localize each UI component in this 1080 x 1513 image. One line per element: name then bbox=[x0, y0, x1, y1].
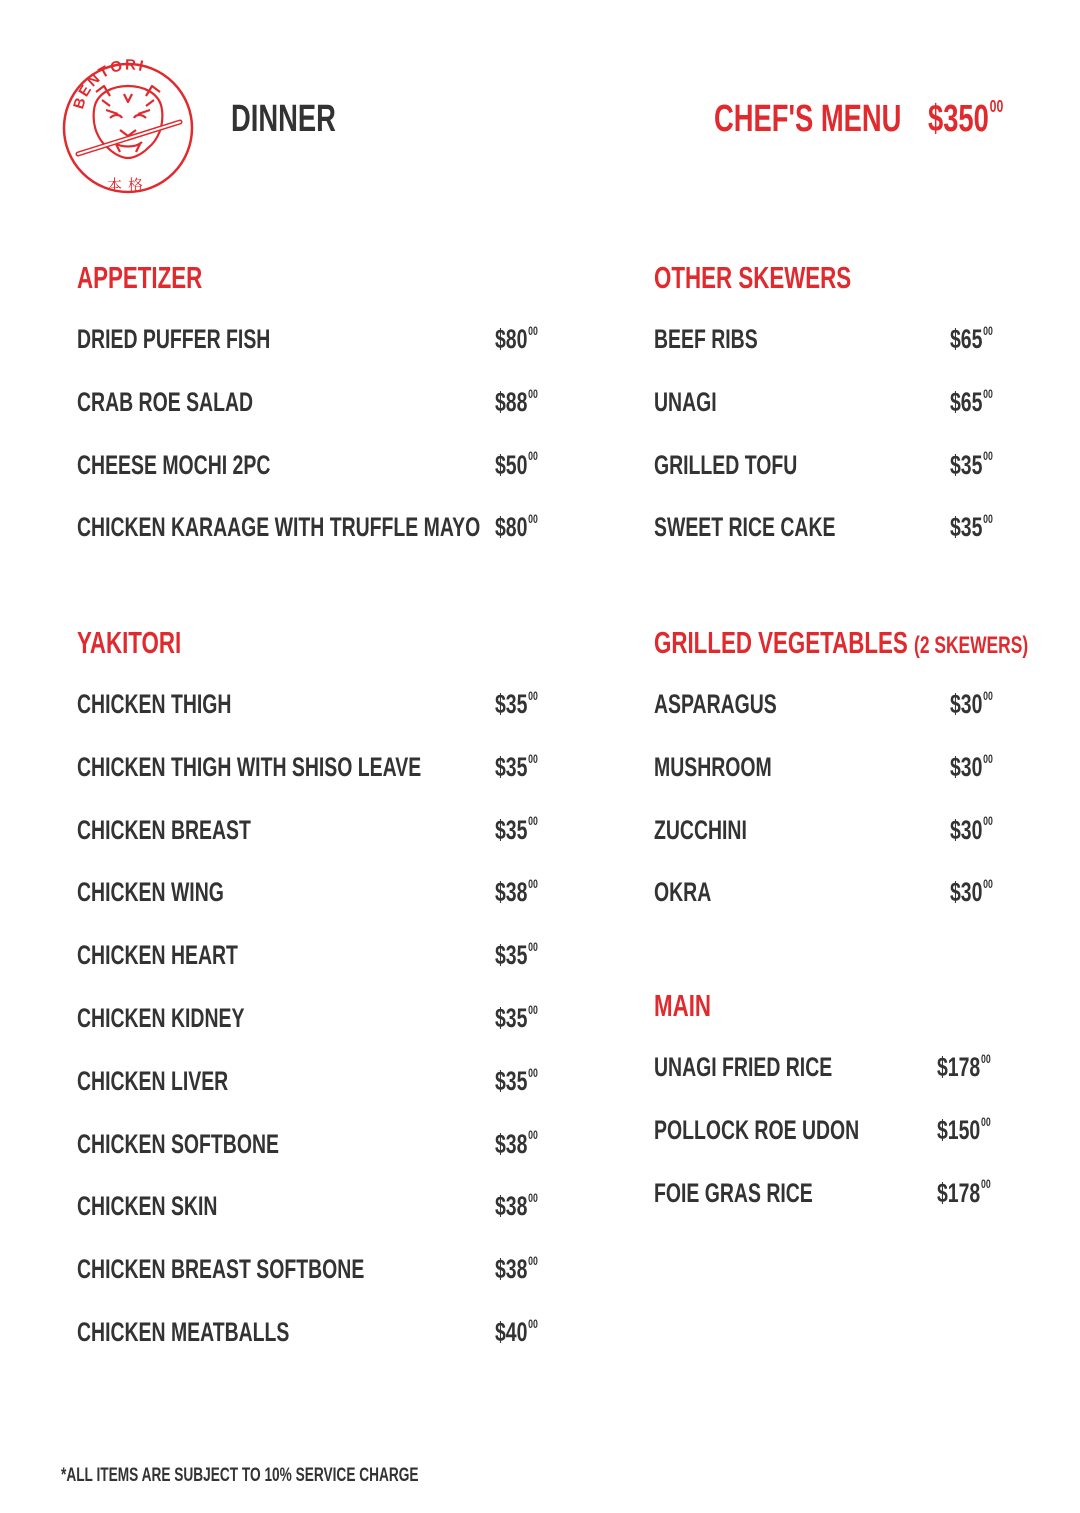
menu-item-price: $\$65^{00}$ bbox=[950, 386, 993, 417]
menu-item bbox=[77, 751, 575, 794]
menu-item-price: $\$35^{00}$ bbox=[495, 688, 538, 719]
menu-item-price: $\$30^{00}$ bbox=[950, 877, 993, 908]
menu-item-price: $\$35^{00}$ bbox=[495, 751, 538, 782]
menu-item-name: CHEESE MOCHI 2PC bbox=[77, 449, 271, 480]
menu-item-price: $\$80^{00}$ bbox=[495, 323, 538, 354]
menu-item bbox=[654, 1051, 1017, 1094]
section-title: YAKITORI bbox=[77, 625, 182, 660]
menu-item-price: $\$35^{00}$ bbox=[495, 814, 538, 845]
menu-item-name: MUSHROOM bbox=[654, 751, 772, 782]
section-title: APPETIZER bbox=[77, 260, 203, 295]
menu-item bbox=[77, 514, 575, 554]
menu-item-price: $\$30^{00}$ bbox=[950, 751, 993, 782]
menu-item-name: ASPARAGUS bbox=[654, 689, 777, 719]
menu-item bbox=[77, 1193, 575, 1233]
logo-kanji-text: 本格 bbox=[106, 176, 150, 194]
menu-item-price: $\$30^{00}$ bbox=[950, 688, 993, 719]
menu-item-price: $\$40^{00}$ bbox=[495, 1316, 538, 1347]
menu-item bbox=[77, 814, 575, 857]
menu-item-name: POLLOCK ROE UDON bbox=[654, 1114, 860, 1145]
menu-item-name: BEEF RIBS bbox=[654, 324, 758, 354]
menu-item bbox=[654, 323, 1030, 366]
menu-item-name: OKRA bbox=[654, 877, 712, 908]
svg-text:BENTORI bbox=[70, 57, 147, 112]
menu-item-name: SWEET RICE CAKE bbox=[654, 512, 836, 543]
menu-item-name: CHICKEN KIDNEY bbox=[77, 1003, 245, 1033]
menu-item bbox=[77, 939, 575, 982]
section-title-note: (2 SKEWERS) bbox=[914, 632, 1029, 659]
menu-item-price: $\$38^{00}$ bbox=[495, 1191, 538, 1222]
chefs-menu-label: CHEF'S MENU bbox=[714, 98, 902, 140]
menu-item-price: $\$35^{00}$ bbox=[495, 939, 538, 971]
menu-item-name: CHICKEN HEART bbox=[77, 940, 238, 971]
menu-item-price: $\$35^{00}$ bbox=[495, 1002, 538, 1033]
menu-item-price: $\$35^{00}$ bbox=[495, 1065, 538, 1096]
menu-item-name: CHICKEN BREAST SOFTBONE bbox=[77, 1254, 365, 1285]
menu-item-price: $\$88^{00}$ bbox=[495, 386, 538, 417]
menu-item bbox=[654, 386, 1030, 429]
menu-item-name: FOIE GRAS RICE bbox=[654, 1177, 813, 1208]
menu-item-name: CHICKEN SOFTBONE bbox=[77, 1128, 279, 1159]
menu-item bbox=[77, 879, 575, 919]
logo-brand-text: BENTORI bbox=[70, 56, 147, 112]
menu-item-price: $\$150^{00}$ bbox=[937, 1114, 991, 1145]
chefs-menu-price: $\$350^{00}$ bbox=[928, 97, 1004, 140]
menu-item bbox=[77, 1316, 575, 1359]
menu-item-price: $\$178^{00}$ bbox=[937, 1051, 991, 1082]
menu-item bbox=[654, 751, 1030, 794]
menu-item-price: $\$35^{00}$ bbox=[950, 449, 993, 480]
menu-item-price: $\$38^{00}$ bbox=[495, 1128, 538, 1159]
menu-item-name: CHICKEN KARAAGE WITH TRUFFLE MAYO bbox=[77, 512, 481, 543]
menu-item bbox=[77, 323, 575, 366]
menu-item bbox=[77, 688, 575, 731]
menu-item bbox=[77, 449, 575, 492]
menu-item-name: CHICKEN THIGH bbox=[77, 689, 232, 719]
menu-item bbox=[654, 814, 1030, 857]
menu-item-name: CHICKEN WING bbox=[77, 877, 224, 908]
menu-item-name: ZUCCHINI bbox=[654, 814, 747, 845]
menu-item-price: $\$30^{00}$ bbox=[950, 814, 993, 845]
menu-item-name: CRAB ROE SALAD bbox=[77, 386, 254, 417]
menu-item-price: $\$80^{00}$ bbox=[495, 512, 538, 543]
menu-item-name: DRIED PUFFER FISH bbox=[77, 324, 271, 354]
menu-item-name: CHICKEN MEATBALLS bbox=[77, 1317, 290, 1347]
bentori-logo bbox=[58, 48, 198, 198]
menu-item bbox=[77, 1253, 575, 1296]
menu-item bbox=[77, 1002, 575, 1045]
menu-item bbox=[654, 879, 1030, 919]
section-title: GRILLED VEGETABLES (2 SKEWERS) bbox=[654, 625, 1029, 660]
menu-item-name: CHICKEN THIGH WITH SHISO LEAVE bbox=[77, 751, 422, 782]
menu-item bbox=[77, 1065, 575, 1108]
menu-item-name: CHICKEN BREAST bbox=[77, 814, 251, 845]
menu-item-price: $\$35^{00}$ bbox=[950, 512, 993, 543]
menu-item-price: $\$65^{00}$ bbox=[950, 323, 993, 354]
section-title: OTHER SKEWERS bbox=[654, 260, 852, 295]
menu-item bbox=[654, 514, 1030, 554]
menu-item-name: CHICKEN LIVER bbox=[77, 1065, 229, 1096]
menu-item-name: UNAGI bbox=[654, 386, 717, 417]
menu-item-price: $\$178^{00}$ bbox=[937, 1177, 991, 1208]
menu-item bbox=[77, 1128, 575, 1171]
menu-item bbox=[654, 1177, 1017, 1220]
menu-item bbox=[654, 449, 1030, 492]
menu-item-price: $\$38^{00}$ bbox=[495, 1253, 538, 1285]
page-title: DINNER bbox=[231, 98, 336, 140]
menu-item-name: GRILLED TOFU bbox=[654, 449, 798, 480]
service-charge-note: *ALL ITEMS ARE SUBJECT TO 10% SERVICE CHARGE bbox=[61, 1465, 419, 1486]
menu-item-price: $\$50^{00}$ bbox=[495, 449, 538, 480]
menu-item-price: $\$38^{00}$ bbox=[495, 877, 538, 908]
menu-item-name: CHICKEN SKIN bbox=[77, 1191, 218, 1222]
section-title: MAIN bbox=[654, 988, 712, 1023]
menu-item-name: UNAGI FRIED RICE bbox=[654, 1052, 833, 1082]
menu-item bbox=[654, 688, 1030, 731]
menu-item bbox=[654, 1114, 1017, 1157]
menu-item bbox=[77, 386, 575, 429]
